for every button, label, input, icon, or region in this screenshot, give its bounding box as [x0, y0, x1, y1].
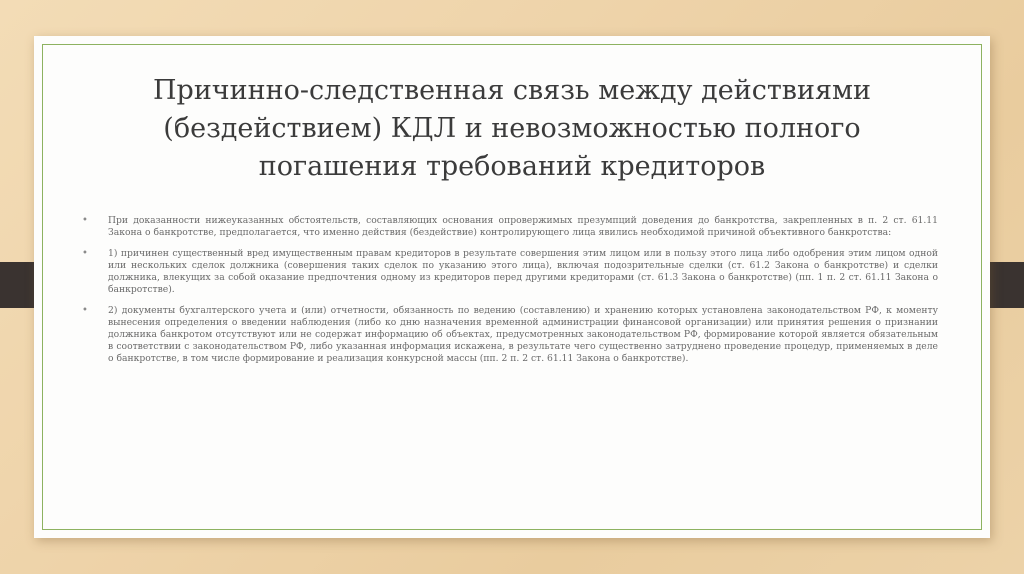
bullet-text: При доказанности нижеуказанных обстоятельств, составляющих основания опровержимых презумпций доведения до банкротства, закрепленных в п. 2 ст. 61.11 Закона о банкротстве, предполагается, что именно действия (бездействие) контролирующего лица явились необходимой причиной объективного банкротства: [108, 215, 938, 238]
bullet-icon: • [82, 305, 88, 316]
bullet-text: 1) причинен существенный вред имущественным правам кредиторов в результате совершения этим лицом или в пользу этого лица либо одобрения этим лицом одной или нескольких сделок должника (совершения таких сделок по указанию этого лица), включая подозрительные сделки (ст. 61.2 Закона о банкротстве) и сделки должника, влекущих за собой оказание предпочтения одному из кредиторов перед другими кредиторами (ст. 61.3 Закона о банкротстве) (пп. 1 п. 2 ст. 61.11 Закона о банкротстве). [108, 248, 938, 295]
bullet-list [80, 215, 938, 374]
bullet-icon: • [82, 248, 88, 259]
bullet-icon: • [82, 215, 88, 226]
bullet-item-intro [80, 215, 938, 239]
bullet-item-2 [80, 305, 938, 365]
slide-title: Причинно-следственная связь между действиями (бездействием) КДЛ и невозможностью полного погашения требований кредиторов [152, 75, 872, 182]
bullet-text: 2) документы бухгалтерского учета и (или) отчетности, обязанность по ведению (составлению) и хранению которых установлена законодательством РФ, к моменту вынесения определения о введении наблюдения (либо ко дню назначения временной администрации финансовой организации) или принятия решения о признании должника банкротом отсутствуют или не содержат информацию об объектах, предусмотренных законодательством РФ, формирование которой является обязательным в соответствии с законодательством РФ, либо указанная информация искажена, в результате чего существенно затруднено проведение процедур, применяемых в деле о банкротстве, в том числе формирование и реализация конкурсной массы (пп. 2 п. 2 ст. 61.11 Закона о банкротстве). [108, 305, 938, 364]
bullet-item-1 [80, 248, 938, 296]
